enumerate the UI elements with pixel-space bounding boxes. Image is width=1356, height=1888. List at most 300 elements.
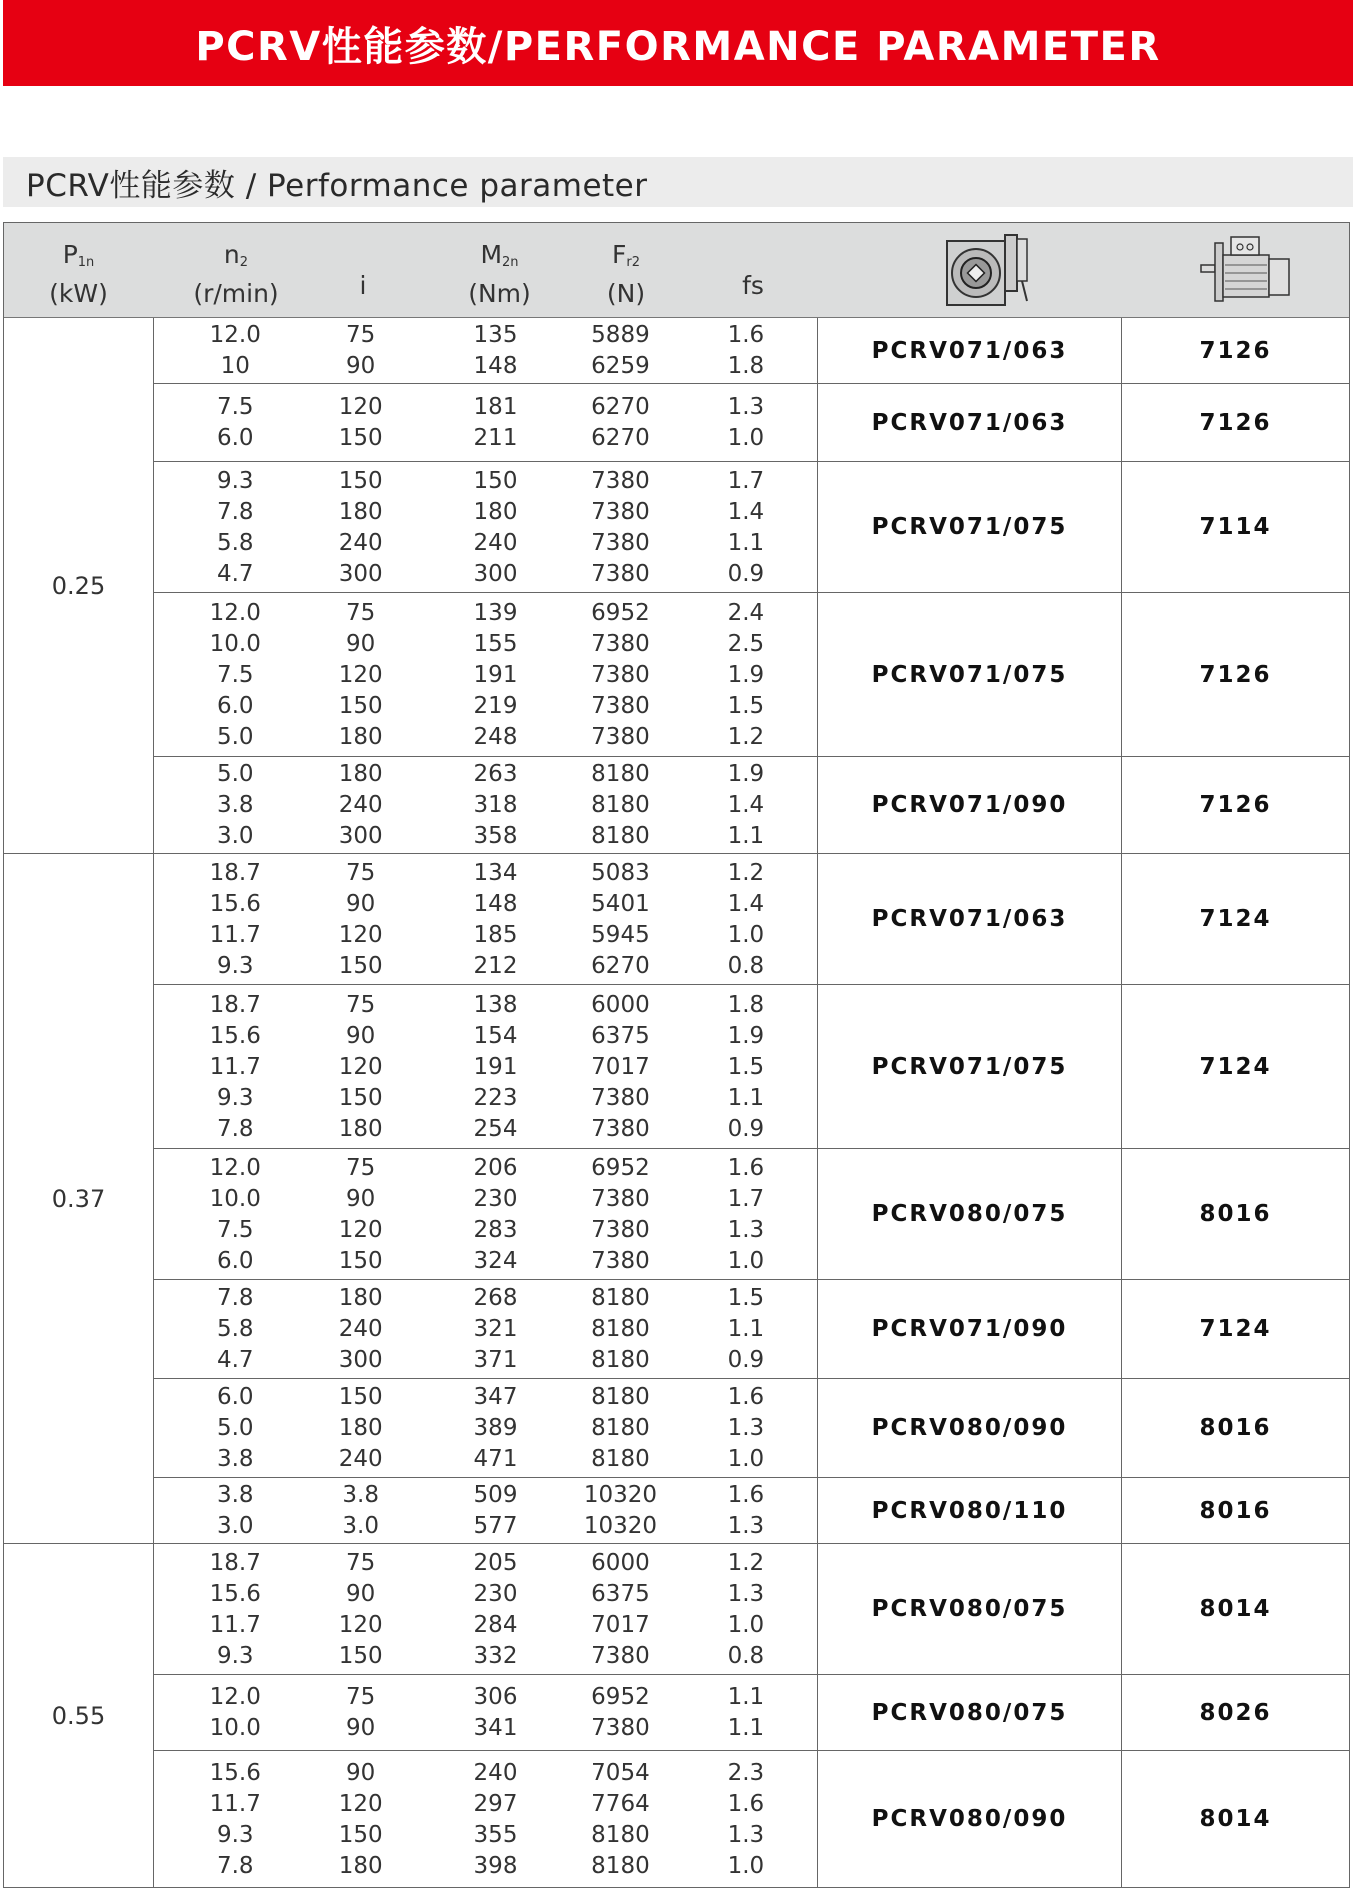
m2n-cell: 284: [473, 1611, 518, 1638]
n2-cell: 18.7: [209, 991, 261, 1018]
table-row: [154, 1511, 817, 1542]
table-row: [154, 721, 817, 752]
motor-code-cell: 7126: [1199, 409, 1272, 436]
fs-cell: 1.3: [727, 394, 765, 420]
header-fr2-sub: r2: [626, 255, 640, 270]
fr2-cell: 7380: [591, 498, 650, 525]
i-cell: 180: [338, 1285, 383, 1311]
n2-cell: 3.8: [216, 1446, 254, 1472]
header-n2-unit: (r/min): [193, 279, 279, 308]
motor-code-cell: 8014: [1199, 1596, 1272, 1622]
n2-cell: 7.8: [216, 1285, 254, 1311]
motor-code-cell: 8016: [1199, 1201, 1272, 1227]
table-row: [154, 1850, 817, 1881]
section-title: PCRV性能参数 / Performance parameter: [26, 167, 648, 204]
n2-cell: 10: [220, 353, 250, 379]
i-cell: 90: [346, 1185, 376, 1212]
model-cell: PCRV071/090: [818, 1280, 1122, 1378]
table-row: [154, 1682, 817, 1713]
fs-cell: 1.0: [727, 1611, 765, 1638]
m2n-cell: 191: [473, 661, 518, 688]
power-cell: 0.37: [4, 854, 154, 1543]
m2n-cell: 230: [473, 1580, 518, 1607]
m2n-cell: 205: [473, 1549, 518, 1576]
m2n-cell: 154: [473, 1022, 518, 1049]
header-n2: [174, 239, 298, 309]
table-row: [154, 659, 817, 690]
fr2-cell: 6270: [591, 952, 650, 979]
i-cell: 75: [346, 1154, 376, 1181]
fr2-cell: 5083: [591, 859, 650, 886]
fr2-cell: 8180: [591, 792, 650, 818]
fr2-cell: 8180: [591, 761, 650, 787]
fr2-cell: 7017: [591, 1053, 650, 1080]
m2n-cell: 371: [473, 1347, 518, 1373]
table-row: [154, 351, 817, 382]
i-cell: 90: [346, 890, 376, 917]
n2-cell: 10.0: [209, 630, 261, 657]
m2n-cell: 248: [473, 723, 518, 750]
m2n-cell: 148: [473, 890, 518, 917]
header-fr2: [571, 239, 681, 309]
header-m2n-unit: (Nm): [468, 279, 531, 308]
power-cell: 0.25: [4, 318, 154, 853]
table-row: [154, 1757, 817, 1788]
model-group: [154, 854, 1349, 985]
i-cell: 75: [346, 322, 376, 348]
fr2-cell: 5945: [591, 921, 650, 948]
i-cell: 120: [338, 1611, 383, 1638]
fs-cell: 1.9: [727, 761, 765, 787]
fs-cell: 1.5: [727, 1053, 765, 1080]
i-cell: 90: [346, 630, 376, 657]
data-lines: [154, 854, 818, 984]
table-row: [154, 950, 817, 981]
table-row: [154, 1245, 817, 1276]
fs-cell: 1.4: [727, 792, 765, 818]
n2-cell: 7.5: [216, 394, 254, 420]
motor-code-cell: 8026: [1199, 1699, 1272, 1726]
table-row: [154, 1152, 817, 1183]
i-cell: 150: [338, 1084, 383, 1111]
fs-cell: 1.6: [727, 1384, 765, 1410]
fs-cell: 1.2: [727, 1549, 765, 1576]
m2n-cell: 263: [473, 761, 518, 787]
i-cell: 180: [338, 1415, 383, 1441]
m2n-cell: 306: [473, 1684, 518, 1710]
table-row: [154, 1480, 817, 1511]
fr2-cell: 5889: [591, 322, 650, 348]
i-cell: 120: [338, 921, 383, 948]
table-row: [154, 465, 817, 496]
m2n-cell: 219: [473, 692, 518, 719]
power-group: [4, 854, 1349, 1544]
motor-code-cell: 7124: [1199, 1053, 1272, 1080]
fs-cell: 1.6: [727, 322, 765, 348]
fr2-cell: 6952: [591, 599, 650, 626]
fs-cell: 1.4: [727, 498, 765, 525]
i-cell: 120: [338, 1053, 383, 1080]
n2-cell: 10.0: [209, 1185, 261, 1212]
fr2-cell: 6000: [591, 991, 650, 1018]
m2n-cell: 347: [473, 1384, 518, 1410]
m2n-cell: 206: [473, 1154, 518, 1181]
header-p1n: [4, 239, 153, 309]
i-cell: 120: [338, 1790, 383, 1817]
table-row: [154, 527, 817, 558]
i-cell: 150: [338, 1384, 383, 1410]
fr2-cell: 7380: [591, 529, 650, 556]
fr2-cell: 7380: [591, 560, 650, 587]
table-row: [154, 857, 817, 888]
header-p1n-sub: 1n: [77, 255, 95, 270]
power-group: [4, 318, 1349, 854]
n2-cell: 18.7: [209, 1549, 261, 1576]
fr2-cell: 8180: [591, 1415, 650, 1441]
fr2-cell: 6270: [591, 394, 650, 420]
fr2-cell: 6952: [591, 1154, 650, 1181]
model-group: [154, 757, 1349, 853]
i-cell: 75: [346, 599, 376, 626]
table-row: [154, 423, 817, 454]
m2n-cell: 223: [473, 1084, 518, 1111]
header-fs: [681, 270, 825, 301]
fr2-cell: 7380: [591, 1247, 650, 1274]
motor-code-cell: 7124: [1199, 1316, 1272, 1342]
i-cell: 300: [338, 1347, 383, 1373]
table-row: [154, 496, 817, 527]
i-cell: 90: [346, 1715, 376, 1741]
m2n-cell: 332: [473, 1642, 518, 1669]
n2-cell: 11.7: [209, 921, 261, 948]
fr2-cell: 6270: [591, 425, 650, 451]
table-row: [154, 888, 817, 919]
n2-cell: 9.3: [216, 952, 254, 979]
table-header: [4, 223, 1349, 318]
fs-cell: 1.1: [727, 1715, 765, 1741]
n2-cell: 6.0: [216, 1384, 254, 1410]
m2n-cell: 509: [473, 1482, 518, 1508]
table-row: [154, 392, 817, 423]
model-cell: PCRV071/063: [818, 854, 1122, 984]
m2n-cell: 139: [473, 599, 518, 626]
n2-cell: 12.0: [209, 322, 261, 348]
m2n-cell: 150: [473, 467, 518, 494]
fs-cell: 1.9: [727, 1022, 765, 1049]
table-row: [154, 989, 817, 1020]
fs-cell: 1.1: [727, 1684, 765, 1710]
data-lines: [154, 985, 818, 1148]
m2n-cell: 577: [473, 1513, 518, 1539]
power-cell: 0.55: [4, 1544, 154, 1887]
i-cell: 150: [338, 952, 383, 979]
fr2-cell: 10320: [583, 1482, 658, 1508]
table-row: [154, 1214, 817, 1245]
model-cell: PCRV080/090: [818, 1751, 1122, 1887]
fs-cell: 1.9: [727, 661, 765, 688]
model-cell: PCRV071/063: [818, 318, 1122, 383]
table-row: [154, 1413, 817, 1444]
i-cell: 150: [338, 1247, 383, 1274]
fs-cell: 1.1: [727, 1084, 765, 1111]
fs-cell: 1.0: [727, 1446, 765, 1472]
worm-gearbox-icon: [944, 231, 1034, 313]
n2-cell: 12.0: [209, 1154, 261, 1181]
table-row: [154, 1183, 817, 1214]
m2n-cell: 358: [473, 823, 518, 849]
data-lines: [154, 462, 818, 592]
i-cell: 180: [338, 1115, 383, 1142]
data-lines: [154, 593, 818, 756]
i-cell: 180: [338, 1852, 383, 1879]
model-cell: PCRV080/090: [818, 1379, 1122, 1477]
table-row: [154, 1020, 817, 1051]
fr2-cell: 7380: [591, 630, 650, 657]
fr2-cell: 8180: [591, 823, 650, 849]
data-lines: [154, 1478, 818, 1543]
header-i: [298, 270, 428, 301]
model-cell: PCRV080/110: [818, 1478, 1122, 1543]
fs-cell: 1.3: [727, 1216, 765, 1243]
model-cell: PCRV071/075: [818, 462, 1122, 592]
m2n-cell: 135: [473, 322, 518, 348]
fr2-cell: 7380: [591, 1216, 650, 1243]
n2-cell: 15.6: [209, 1022, 261, 1049]
n2-cell: 7.8: [216, 1852, 254, 1879]
i-cell: 240: [338, 529, 383, 556]
fs-cell: 1.1: [727, 529, 765, 556]
n2-cell: 11.7: [209, 1053, 261, 1080]
table-row: [154, 1082, 817, 1113]
table-row: [154, 1314, 817, 1345]
fr2-cell: 8180: [591, 1316, 650, 1342]
m2n-cell: 398: [473, 1852, 518, 1879]
n2-cell: 9.3: [216, 1084, 254, 1111]
data-lines: [154, 1751, 818, 1887]
n2-cell: 15.6: [209, 890, 261, 917]
fr2-cell: 6000: [591, 1549, 650, 1576]
i-cell: 75: [346, 859, 376, 886]
i-cell: 120: [338, 1216, 383, 1243]
data-lines: [154, 1675, 818, 1750]
model-group: [154, 1544, 1349, 1675]
data-lines: [154, 1379, 818, 1477]
table-row: [154, 1547, 817, 1578]
m2n-cell: 191: [473, 1053, 518, 1080]
table-row: [154, 1713, 817, 1744]
motor-code-cell: 7126: [1199, 661, 1272, 688]
fr2-cell: 6375: [591, 1580, 650, 1607]
title-banner: [3, 0, 1353, 86]
fr2-cell: 5401: [591, 890, 650, 917]
m2n-cell: 283: [473, 1216, 518, 1243]
table-body: [4, 318, 1349, 1887]
fs-cell: 0.9: [727, 1347, 765, 1373]
n2-cell: 18.7: [209, 859, 261, 886]
table-row: [154, 919, 817, 950]
n2-cell: 9.3: [216, 1821, 254, 1848]
fs-cell: 0.9: [727, 560, 765, 587]
fs-cell: 1.0: [727, 425, 765, 451]
model-cell: PCRV071/090: [818, 757, 1122, 853]
fs-cell: 0.8: [727, 1642, 765, 1669]
fr2-cell: 8180: [591, 1821, 650, 1848]
header-fr2-symbol: F: [611, 240, 627, 269]
motor-code-cell: 8016: [1199, 1497, 1272, 1524]
i-cell: 300: [338, 560, 383, 587]
m2n-cell: 321: [473, 1316, 518, 1342]
header-p1n-symbol: P: [62, 240, 78, 269]
data-lines: [154, 757, 818, 853]
n2-cell: 4.7: [216, 1347, 254, 1373]
fs-cell: 1.6: [727, 1154, 765, 1181]
n2-cell: 15.6: [209, 1580, 261, 1607]
model-group: [154, 384, 1349, 462]
fr2-cell: 7380: [591, 723, 650, 750]
i-cell: 75: [346, 1684, 376, 1710]
fr2-cell: 7380: [591, 1715, 650, 1741]
model-group: [154, 1149, 1349, 1280]
model-group: [154, 462, 1349, 593]
fs-cell: 1.0: [727, 921, 765, 948]
i-cell: 240: [338, 1446, 383, 1472]
i-cell: 180: [338, 498, 383, 525]
i-cell: 75: [346, 1549, 376, 1576]
m2n-cell: 341: [473, 1715, 518, 1741]
fs-cell: 1.3: [727, 1821, 765, 1848]
i-cell: 120: [338, 661, 383, 688]
n2-cell: 6.0: [216, 692, 254, 719]
fs-cell: 1.6: [727, 1790, 765, 1817]
banner-title: PCRV性能参数/PERFORMANCE PARAMETER: [195, 23, 1161, 70]
motor-code-cell: 7126: [1199, 337, 1272, 364]
i-cell: 3.0: [342, 1513, 379, 1539]
fr2-cell: 10320: [583, 1513, 658, 1539]
fr2-cell: 7380: [591, 1642, 650, 1669]
fr2-cell: 7380: [591, 661, 650, 688]
i-cell: 150: [338, 467, 383, 494]
table-row: [154, 1113, 817, 1144]
i-cell: 90: [346, 1580, 376, 1607]
m2n-cell: 300: [473, 560, 518, 587]
model-cell: PCRV071/075: [818, 985, 1122, 1148]
i-cell: 300: [338, 823, 383, 849]
n2-cell: 10.0: [209, 1715, 261, 1741]
n2-cell: 11.7: [209, 1790, 261, 1817]
power-group: [4, 1544, 1349, 1887]
header-p1n-unit: (kW): [49, 279, 108, 308]
n2-cell: 7.5: [216, 661, 254, 688]
fs-cell: 0.8: [727, 952, 765, 979]
fs-cell: 1.4: [727, 890, 765, 917]
m2n-cell: 318: [473, 792, 518, 818]
table-row: [154, 1788, 817, 1819]
data-lines: [154, 384, 818, 461]
i-cell: 240: [338, 792, 383, 818]
i-cell: 150: [338, 1642, 383, 1669]
i-cell: 90: [346, 1022, 376, 1049]
fs-cell: 1.3: [727, 1513, 765, 1539]
i-cell: 150: [338, 692, 383, 719]
n2-cell: 5.0: [216, 723, 254, 750]
data-lines: [154, 318, 818, 383]
model-group: [154, 1379, 1349, 1478]
n2-cell: 3.8: [216, 1482, 254, 1508]
motor-code-cell: 8014: [1199, 1806, 1272, 1832]
motor-code-cell: 7124: [1199, 906, 1272, 932]
n2-cell: 3.8: [216, 792, 254, 818]
fs-cell: 1.2: [727, 859, 765, 886]
fr2-cell: 8180: [591, 1852, 650, 1879]
table-row: [154, 790, 817, 821]
fr2-cell: 7380: [591, 1115, 650, 1142]
fr2-cell: 6375: [591, 1022, 650, 1049]
header-fs-symbol: fs: [742, 271, 764, 300]
model-cell: PCRV080/075: [818, 1149, 1122, 1279]
fr2-cell: 7380: [591, 1084, 650, 1111]
fr2-cell: 7054: [591, 1759, 650, 1786]
fr2-cell: 6952: [591, 1684, 650, 1710]
fr2-cell: 7380: [591, 692, 650, 719]
table-row: [154, 1578, 817, 1609]
n2-cell: 12.0: [209, 599, 261, 626]
fs-cell: 1.6: [727, 1482, 765, 1508]
fs-cell: 1.0: [727, 1852, 765, 1879]
i-cell: 150: [338, 425, 383, 451]
n2-cell: 7.8: [216, 498, 254, 525]
n2-cell: 5.8: [216, 1316, 254, 1342]
n2-cell: 6.0: [216, 425, 254, 451]
table-row: [154, 1382, 817, 1413]
m2n-cell: 148: [473, 353, 518, 379]
electric-motor-icon: [1199, 233, 1299, 309]
table-row: [154, 1345, 817, 1376]
fs-cell: 2.4: [727, 599, 765, 626]
m2n-cell: 181: [473, 394, 518, 420]
i-cell: 240: [338, 1316, 383, 1342]
fs-cell: 1.8: [727, 991, 765, 1018]
data-lines: [154, 1280, 818, 1378]
fs-cell: 1.5: [727, 692, 765, 719]
model-group: [154, 1751, 1349, 1887]
n2-cell: 9.3: [216, 1642, 254, 1669]
m2n-cell: 355: [473, 1821, 518, 1848]
motor-code-cell: 7126: [1199, 792, 1272, 818]
table-row: [154, 320, 817, 351]
n2-cell: 11.7: [209, 1611, 261, 1638]
model-group: [154, 318, 1349, 384]
data-lines: [154, 1149, 818, 1279]
fr2-cell: 8180: [591, 1446, 650, 1472]
fs-cell: 1.5: [727, 1285, 765, 1311]
model-cell: PCRV071/075: [818, 593, 1122, 756]
n2-cell: 15.6: [209, 1759, 261, 1786]
m2n-cell: 389: [473, 1415, 518, 1441]
i-cell: 90: [346, 353, 376, 379]
fs-cell: 1.8: [727, 353, 765, 379]
i-cell: 150: [338, 1821, 383, 1848]
performance-table: [3, 222, 1350, 1888]
n2-cell: 7.5: [216, 1216, 254, 1243]
n2-cell: 3.0: [216, 1513, 254, 1539]
fr2-cell: 8180: [591, 1347, 650, 1373]
i-cell: 90: [346, 1759, 376, 1786]
fr2-cell: 7380: [591, 467, 650, 494]
m2n-cell: 185: [473, 921, 518, 948]
n2-cell: 5.0: [216, 1415, 254, 1441]
fs-cell: 1.1: [727, 1316, 765, 1342]
header-n2-sub: 2: [239, 255, 249, 270]
